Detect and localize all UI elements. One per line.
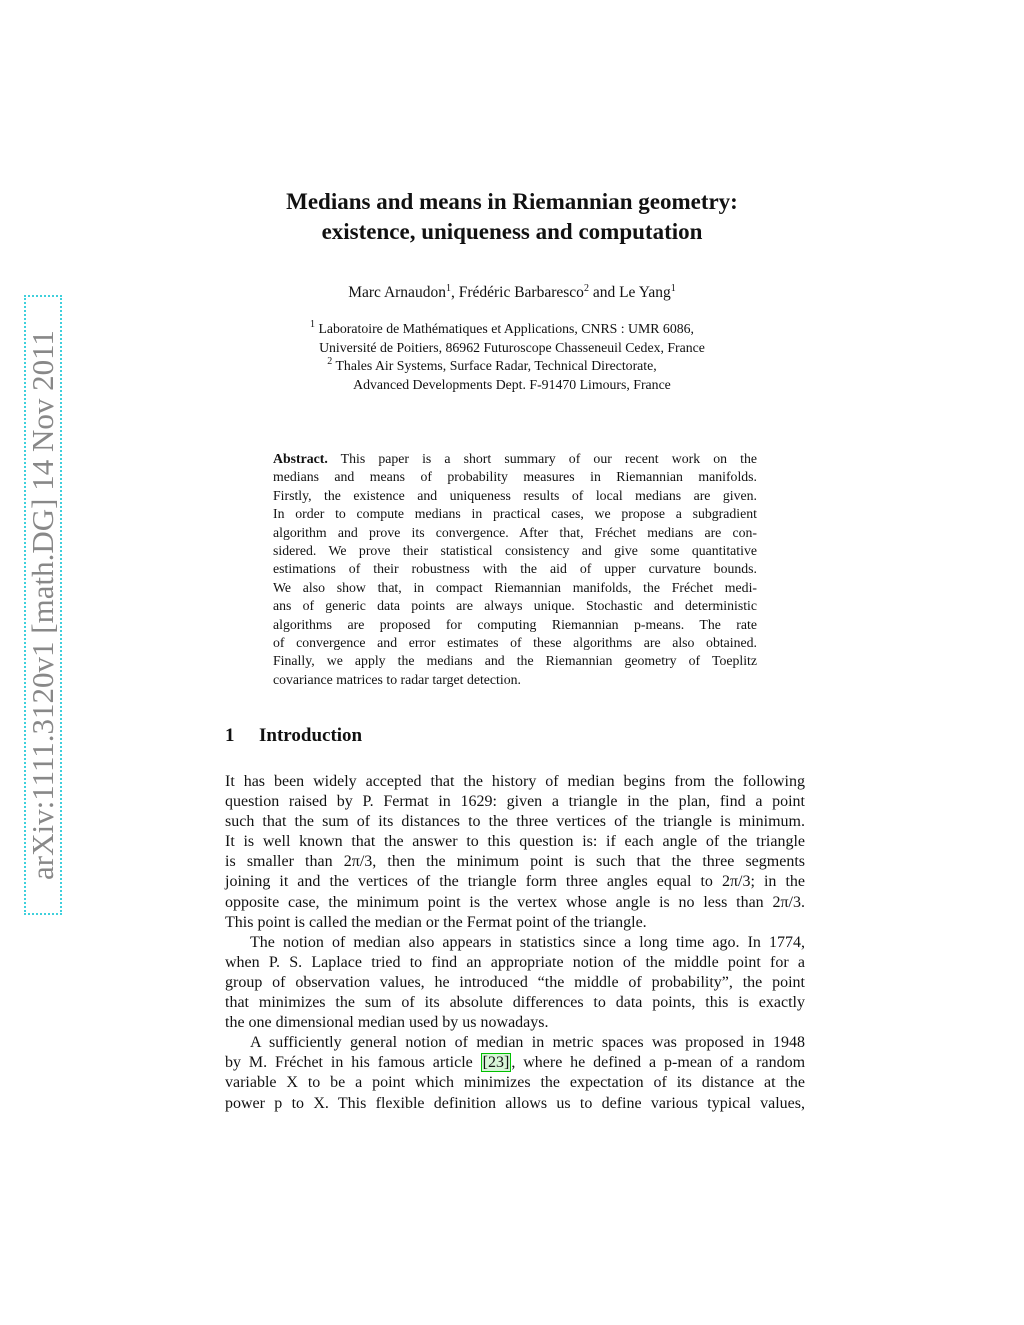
paper-title [0,187,1024,247]
separator: and [588,284,620,301]
abstract-line: of convergence and error estimates of these algorithms are also obtained. [273,635,757,651]
abstract-label: Abstract. [273,451,328,466]
authors [0,284,1024,302]
author-name: Marc Arnaudon [348,284,446,301]
abstract-line [273,450,757,468]
affil-text: Laboratoire de Mathématiques et Applications, CNRS : UMR 6086, [318,321,694,336]
abstract-line: estimations of their robustness with the aid of upper curvature bounds. [273,561,757,577]
body-text-segment: by M. Fréchet in his famous article [225,1054,481,1072]
affiliations [0,320,1024,394]
abstract-line: In order to compute medians in practical cases, we propose a subgradient [273,506,757,522]
body-line: The notion of median also appears in statistics since a long time ago. In 1774, [250,933,805,951]
abstract-line: algorithm and prove its convergence. After that, Fréchet medians are con- [273,524,757,540]
abstract-text: This paper is a short summary of our recent work on the [327,451,757,466]
body-line: A sufficiently general notion of median in metric spaces was proposed in 1948 [250,1034,805,1052]
body-line: It has been widely accepted that the history of median begins from the following [225,773,805,790]
affiliation-line [0,320,1024,339]
citation-link[interactable]: [23] [482,1054,510,1072]
abstract-line: sidered. We prove their statistical consistency and give some quantitative [273,543,757,559]
author-name: Frédéric Barbaresco [458,284,584,301]
body-line: It is well known that the answer to this question is: if each angle of the triangle [225,833,805,851]
affiliation-line [0,357,1024,376]
author-sup: 2 [583,283,589,294]
affil-sup: 1 [310,319,315,330]
body-line: joining it and the vertices of the triangle form three angles equal to 2π/3; in the [225,873,805,891]
body-line: power p to X. This flexible definition allows us to define various typical values, [225,1094,805,1112]
abstract [273,450,757,689]
affil-sup: 2 [327,356,333,367]
body-line: This point is called the median or the Fermat point of the triangle. [225,913,647,931]
body-line: opposite case, the minimum point is the vertex whose angle is no less than 2π/3. [225,893,805,911]
paragraph [225,1033,805,1113]
separator: , [450,284,459,301]
abstract-line: ans of generic data points are always unique. Stochastic and deterministic [273,598,757,614]
abstract-line: Firstly, the existence and uniqueness results of local medians are given. [273,487,757,503]
paragraph [225,772,805,933]
affiliation-line: Université de Poitiers, 86962 Futuroscope Chasseneuil Cedex, France [319,339,705,355]
body-line: group of observation values, he introduced “the middle of probability”, the point [225,973,805,991]
body-line: that minimizes the sum of its absolute differences to data points, this is exactly [225,994,805,1012]
paragraph [225,933,805,1033]
section-heading [225,725,362,747]
abstract-line: algorithms are proposed for computing Riemannian p-means. The rate [273,616,757,632]
author-name: Le Yang [619,284,671,301]
author-sup: 1 [670,283,676,294]
affil-text: Thales Air Systems, Surface Radar, Technical Directorate, [335,358,657,373]
body-line: variable X to be a point which minimizes the expectation of its distance at the [225,1074,805,1092]
body-line: when P. S. Laplace tried to find an appropriate notion of the middle point for a [225,953,805,971]
body-text [225,772,805,1114]
section-number: 1 [225,725,235,746]
body-line: question raised by P. Fermat in 1629: given a triangle in the plan, find a point [225,793,805,811]
arxiv-stamp: arXiv:1111.3120v1 [math.DG] 14 Nov 2011 [24,295,62,915]
title-line: Medians and means in Riemannian geometry: [286,189,738,214]
affiliation-line: Advanced Developments Dept. F-91470 Limours, France [353,376,671,392]
body-text-segment: , where he defined a p-mean of a random [511,1054,806,1072]
author-sup: 1 [445,283,451,294]
body-line: is smaller than 2π/3, then the minimum point is such that the three segments [225,853,805,871]
body-line: such that the sum of its distances to the three vertices of the triangle is minimum. [225,813,805,831]
abstract-line: medians and means of probability measures in Riemannian manifolds. [273,469,757,485]
abstract-line: We also show that, in compact Riemannian manifolds, the Fréchet medi- [273,579,757,595]
body-line: the one dimensional median used by us nowadays. [225,1014,549,1032]
section-title: Introduction [259,725,363,746]
abstract-line: covariance matrices to radar target detection. [273,671,521,687]
body-line [225,1053,805,1073]
abstract-line: Finally, we apply the medians and the Riemannian geometry of Toeplitz [273,653,757,669]
title-line: existence, uniqueness and computation [321,219,703,244]
